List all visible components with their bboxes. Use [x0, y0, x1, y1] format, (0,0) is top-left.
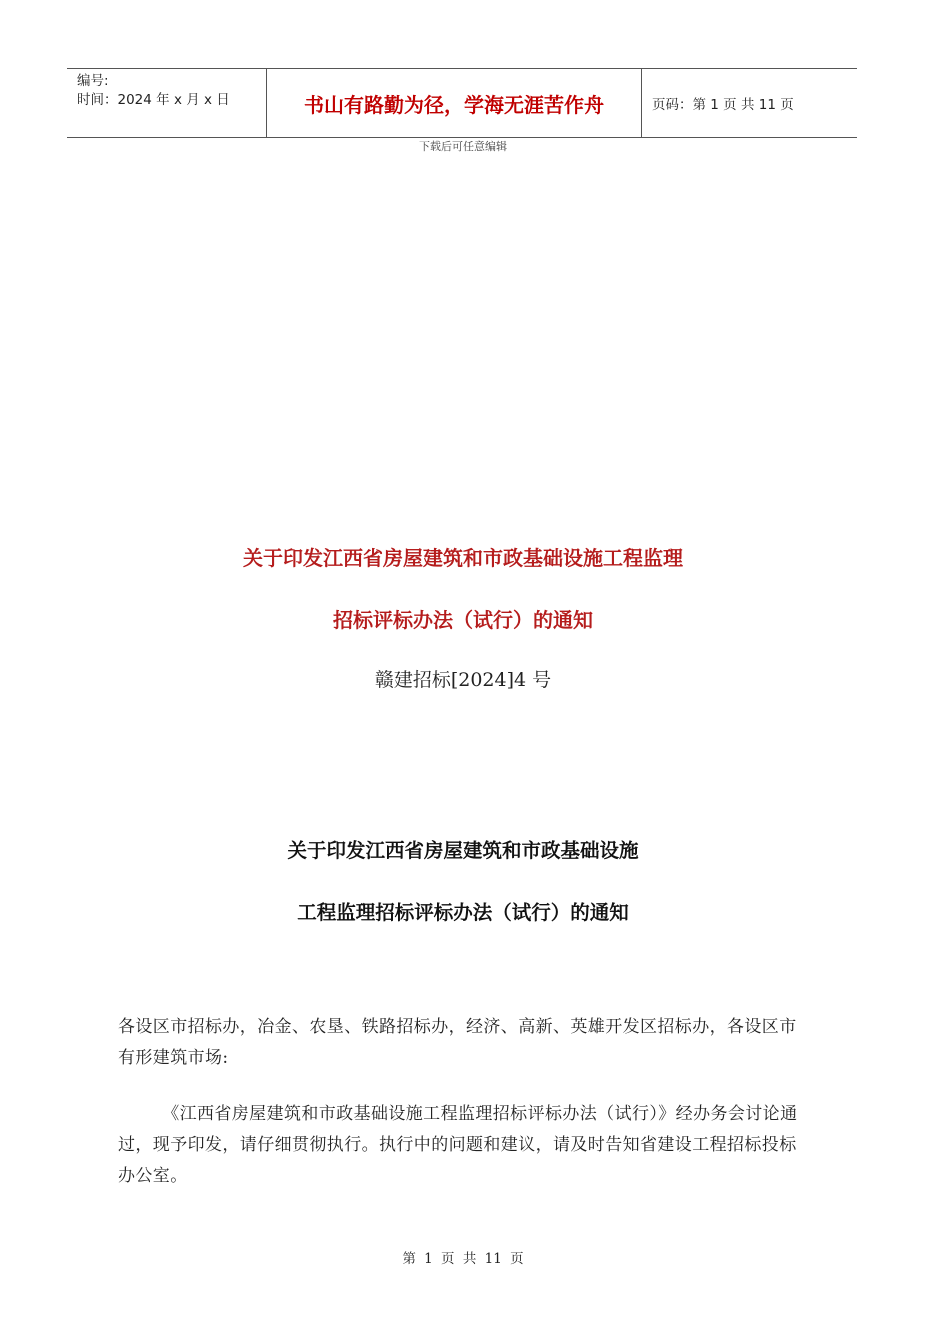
red-title-line-1: 关于印发江西省房屋建筑和市政基础设施工程监理 — [243, 546, 683, 570]
notice-title-line-2: 工程监理招标评标办法（试行）的通知 — [297, 901, 629, 924]
document-time-label: 时间：2024 年 x 月 x 日 — [77, 92, 230, 108]
header-page-label: 页码：第 1 页 共 11 页 — [652, 97, 794, 113]
addressee-paragraph: 各设区市招标办，冶金、农垦、铁路招标办，经济、高新、英雄开发区招标办，各设区市有形建筑市场: — [118, 1017, 797, 1068]
document-number: 赣建招标[2024]4 号 — [374, 669, 552, 691]
header-meta-cell — [67, 69, 267, 137]
page-footer: 第 1 页 共 11 页 — [402, 1251, 524, 1267]
notice-title-line-1: 关于印发江西省房屋建筑和市政基础设施 — [287, 839, 639, 862]
edit-note: 下载后可任意编辑 — [419, 140, 507, 153]
red-title-line-2: 招标评标办法（试行）的通知 — [333, 608, 593, 632]
body-paragraph-1: 《江西省房屋建筑和市政基础设施工程监理招标评标办法（试行）》经办务会讨论通过，现予印发，请仔细贯彻执行。执行中的问题和建议，请及时告知省建设工程招标投标办公室。 — [118, 1104, 798, 1186]
header-slogan: 书山有路勤为径，学海无涯苦作舟 — [267, 69, 642, 137]
page-header — [67, 68, 857, 138]
document-number-label: 编号: — [77, 73, 109, 89]
